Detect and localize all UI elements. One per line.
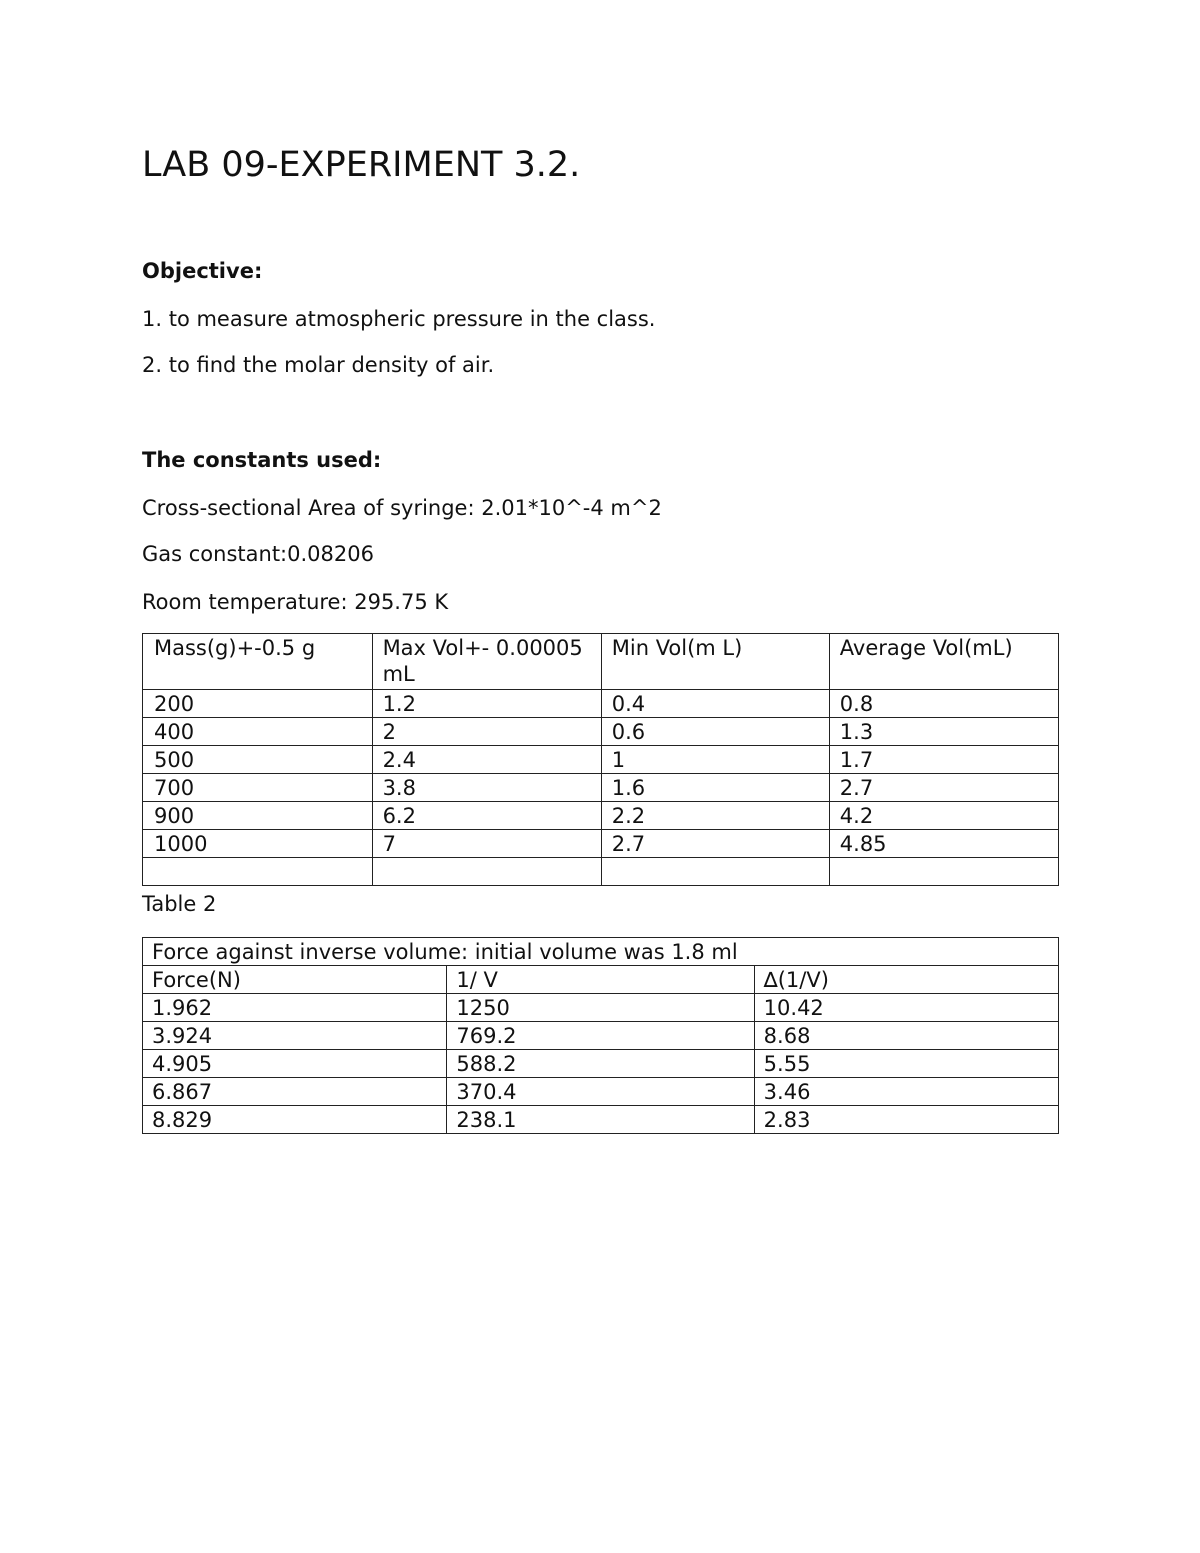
table-cell: 1000 — [143, 830, 373, 858]
table-row — [143, 690, 1059, 718]
table-cell: 588.2 — [447, 1050, 754, 1078]
table-row — [143, 1106, 1059, 1134]
table-cell: 2.7 — [829, 774, 1058, 802]
table-row — [143, 830, 1059, 858]
table-cell: 1.3 — [829, 718, 1058, 746]
table-cell: 2.7 — [601, 830, 829, 858]
table-row — [143, 746, 1059, 774]
table-row — [143, 774, 1059, 802]
force-inverse-volume-table — [142, 937, 1059, 1134]
header-cell: Min Vol(m L) — [601, 634, 829, 690]
table-cell: 238.1 — [447, 1106, 754, 1134]
page-title: LAB 09-EXPERIMENT 3.2. — [142, 145, 581, 185]
table-cell: 500 — [143, 746, 373, 774]
table-cell: 900 — [143, 802, 373, 830]
constant-area: Cross-sectional Area of syringe: 2.01*10^-4 m^2 — [142, 496, 662, 520]
table-cell: 7 — [372, 830, 601, 858]
table-cell: 200 — [143, 690, 373, 718]
table-row-empty — [143, 858, 1059, 886]
table-cell: 0.8 — [829, 690, 1058, 718]
header-cell: ∆(1/V) — [754, 966, 1058, 994]
table-cell: 0.4 — [601, 690, 829, 718]
objective-item-2: 2. to find the molar density of air. — [142, 353, 495, 377]
header-cell: Mass(g)+-0.5 g — [143, 634, 373, 690]
table-caption: Table 2 — [142, 892, 217, 916]
table-cell: 1250 — [447, 994, 754, 1022]
table-row — [143, 718, 1059, 746]
table-cell: 1.7 — [829, 746, 1058, 774]
table-cell: 2 — [372, 718, 601, 746]
table-cell: 1.2 — [372, 690, 601, 718]
header-cell: Force(N) — [143, 966, 447, 994]
table-cell: 3.924 — [143, 1022, 447, 1050]
table-cell: 769.2 — [447, 1022, 754, 1050]
table-row — [143, 802, 1059, 830]
table-cell: 2.83 — [754, 1106, 1058, 1134]
table-title-row — [143, 938, 1059, 966]
mass-volume-table — [142, 633, 1059, 886]
table-cell: 3.8 — [372, 774, 601, 802]
objective-item-1: 1. to measure atmospheric pressure in the class. — [142, 307, 656, 331]
table-cell: 10.42 — [754, 994, 1058, 1022]
table-row — [143, 1078, 1059, 1106]
header-cell: 1/ V — [447, 966, 754, 994]
table-cell: 4.85 — [829, 830, 1058, 858]
table-cell: 6.867 — [143, 1078, 447, 1106]
table-cell: 700 — [143, 774, 373, 802]
constant-temperature: Room temperature: 295.75 K — [142, 590, 449, 614]
table-cell: 6.2 — [372, 802, 601, 830]
table-cell: 2.2 — [601, 802, 829, 830]
table-header-row — [143, 634, 1059, 690]
objective-heading: Objective: — [142, 259, 263, 283]
table-row — [143, 1022, 1059, 1050]
table-cell — [372, 858, 601, 886]
header-cell: Average Vol(mL) — [829, 634, 1058, 690]
table-cell: 0.6 — [601, 718, 829, 746]
constant-gas: Gas constant:0.08206 — [142, 542, 374, 566]
table-cell — [829, 858, 1058, 886]
table-cell: 370.4 — [447, 1078, 754, 1106]
table-cell: 1.6 — [601, 774, 829, 802]
constants-heading: The constants used: — [142, 448, 382, 472]
table-cell: 2.4 — [372, 746, 601, 774]
table-cell: 1 — [601, 746, 829, 774]
table-cell: 5.55 — [754, 1050, 1058, 1078]
table-row — [143, 1050, 1059, 1078]
table-cell: 8.829 — [143, 1106, 447, 1134]
table-cell — [601, 858, 829, 886]
table-title-cell: Force against inverse volume: initial volume was 1.8 ml — [143, 938, 1059, 966]
table-header-row — [143, 966, 1059, 994]
table-cell: 3.46 — [754, 1078, 1058, 1106]
table-cell: 400 — [143, 718, 373, 746]
table-cell — [143, 858, 373, 886]
header-cell: Max Vol+- 0.00005 mL — [372, 634, 601, 690]
table-cell: 4.905 — [143, 1050, 447, 1078]
table-row — [143, 994, 1059, 1022]
table-cell: 1.962 — [143, 994, 447, 1022]
table-cell: 8.68 — [754, 1022, 1058, 1050]
table-cell: 4.2 — [829, 802, 1058, 830]
